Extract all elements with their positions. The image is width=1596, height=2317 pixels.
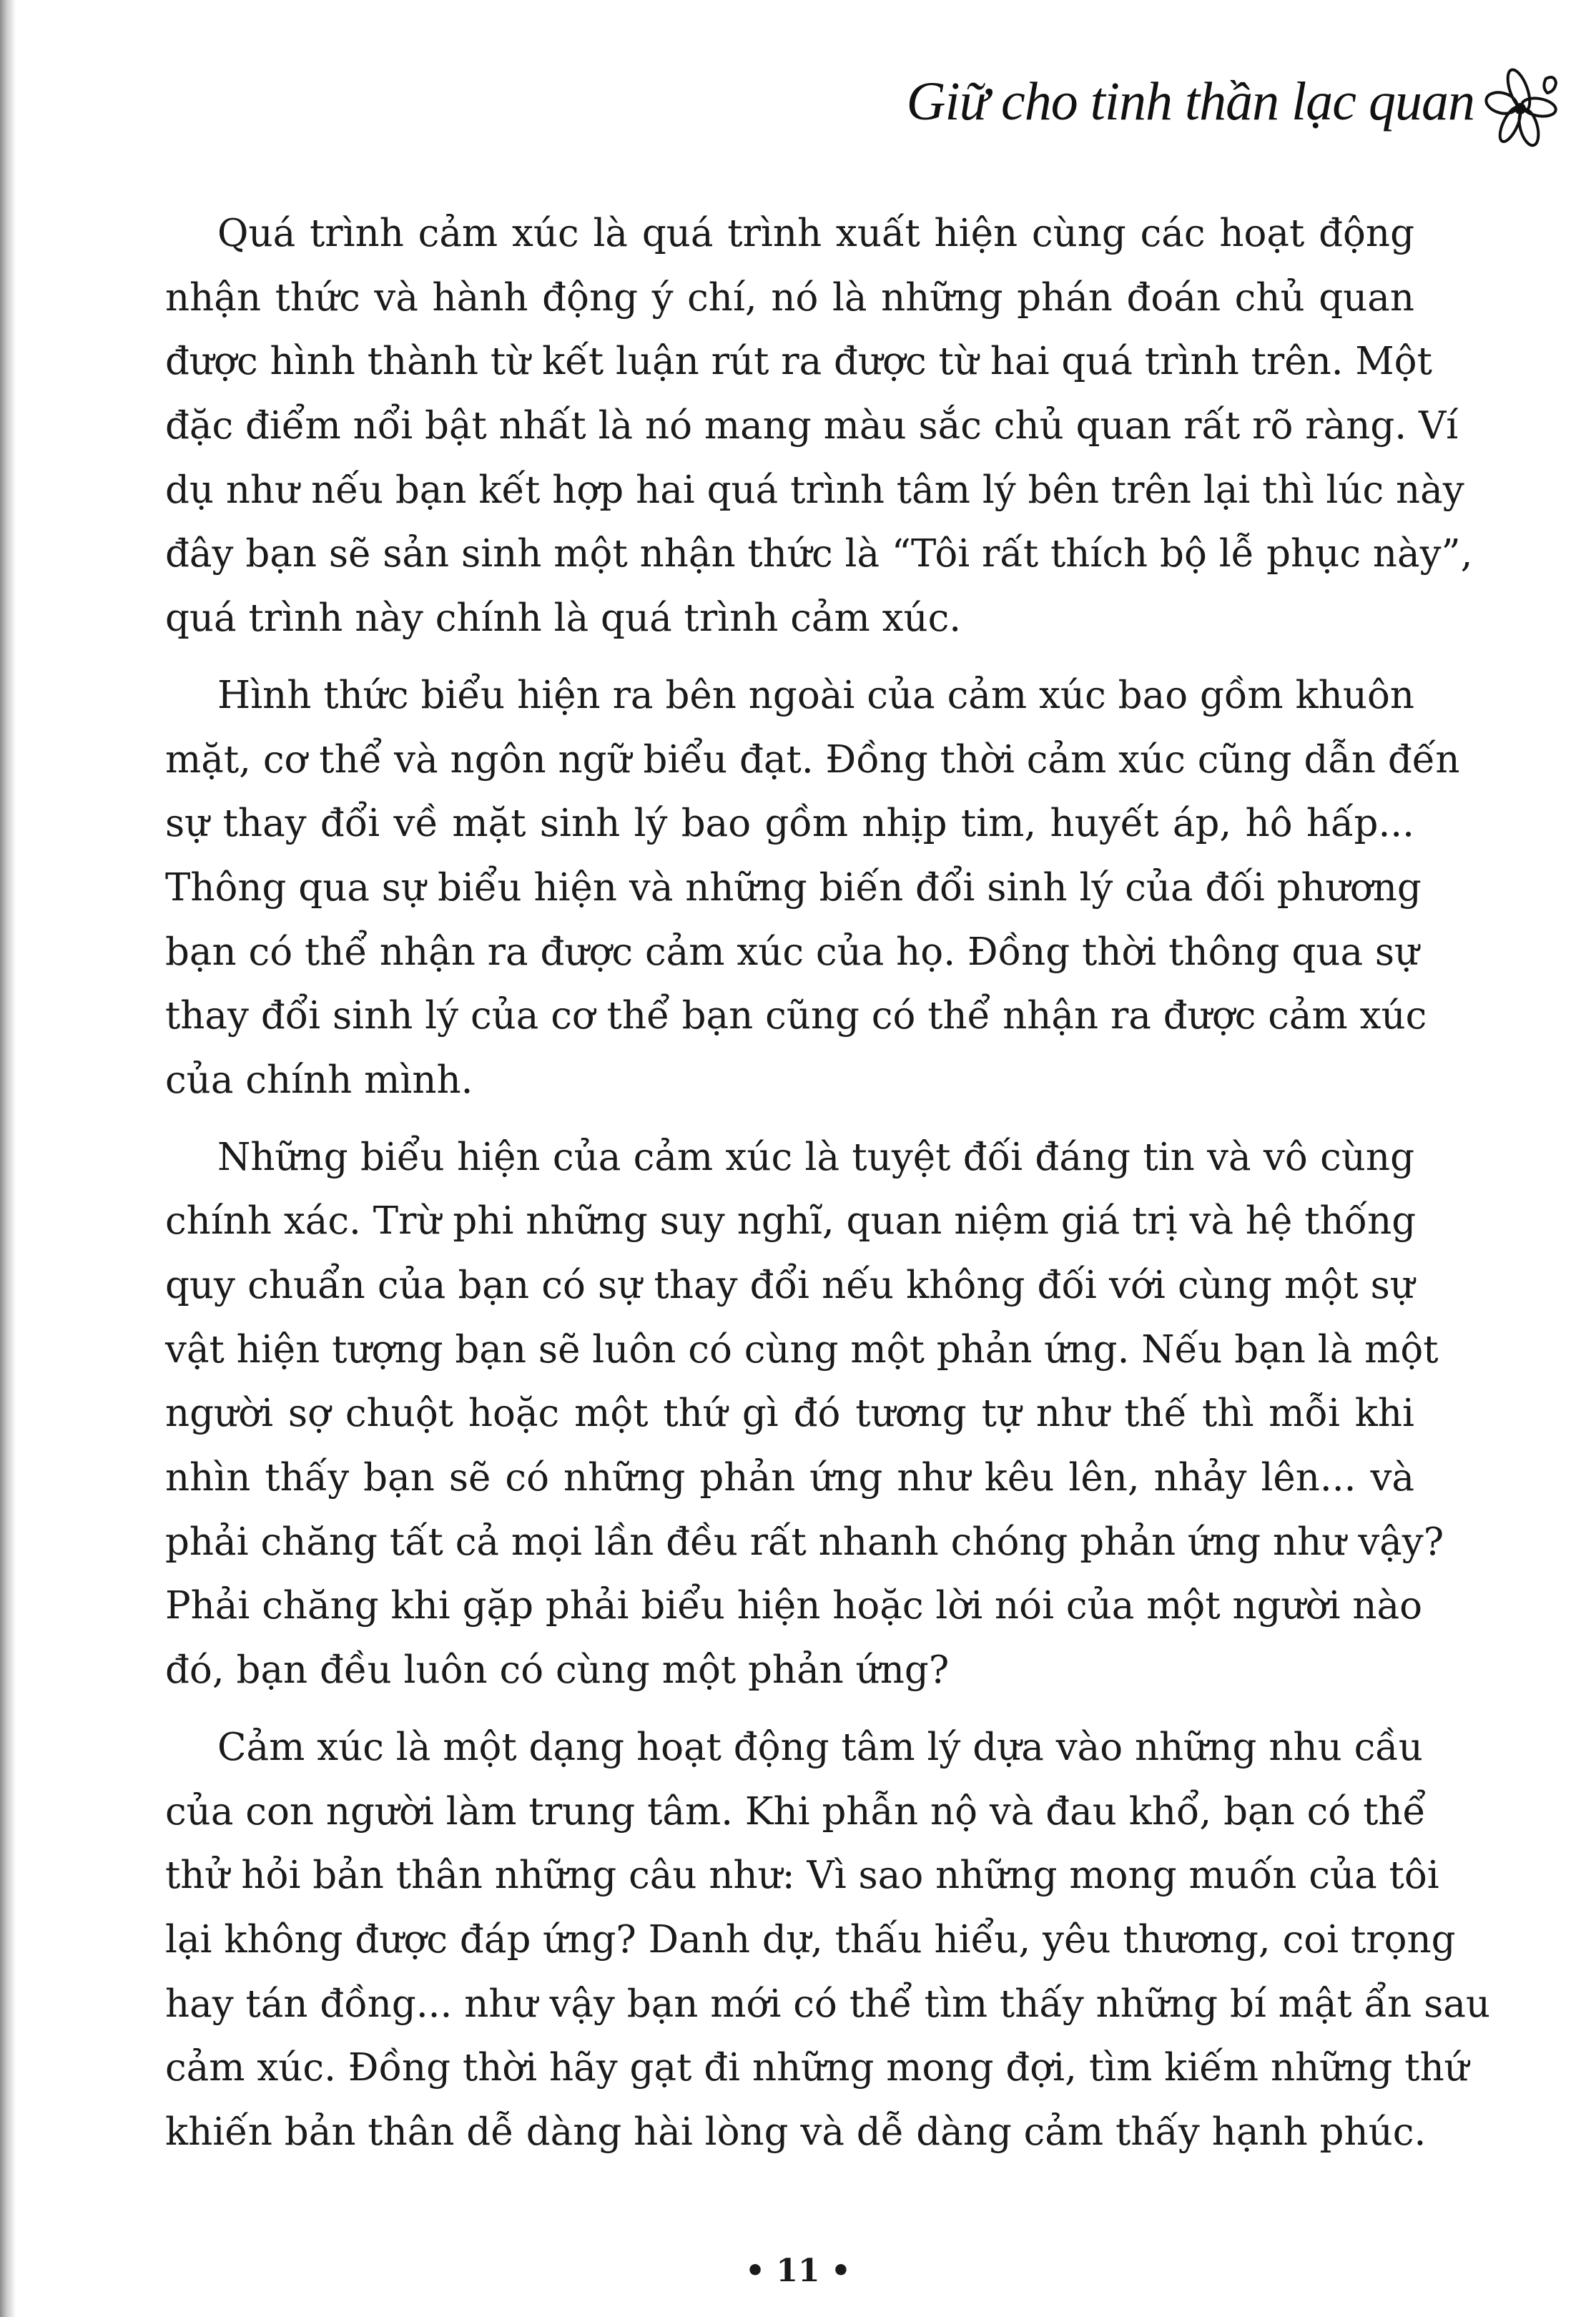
paragraph <box>165 202 1473 651</box>
text-line: thử hỏi bản thân những câu như: Vì sao những mong muốn của tôi <box>165 1854 1439 1898</box>
text-line: sự thay đổi về mặt sinh lý bao gồm nhịp tim, huyết áp, hô hấp... <box>165 802 1414 846</box>
text-line: hay tán đồng... như vậy bạn mới có thể tìm thấy những bí mật ẩn sau <box>165 1982 1491 2026</box>
paragraph <box>165 664 1460 1113</box>
text-line: mặt, cơ thể và ngôn ngữ biểu đạt. Đồng thời cảm xúc cũng dẫn đến <box>165 737 1460 782</box>
paragraph <box>165 1716 1491 2165</box>
body-text <box>165 202 1491 2178</box>
paragraph <box>165 1126 1444 1703</box>
text-line: đó, bạn đều luôn có cùng một phản ứng? <box>165 1648 950 1693</box>
text-line: thay đổi sinh lý của cơ thể bạn cũng có thể nhận ra được cảm xúc <box>165 994 1427 1038</box>
text-line: cảm xúc. Đồng thời hãy gạt đi những mong đợi, tìm kiếm những thứ <box>165 2046 1469 2090</box>
text-line: Quá trình cảm xúc là quá trình xuất hiện cùng các hoạt động <box>217 212 1414 255</box>
text-line: dụ như nếu bạn kết hợp hai quá trình tâm lý bên trên lại thì lúc này <box>165 468 1464 512</box>
text-line: chính xác. Trừ phi những suy nghĩ, quan niệm giá trị và hệ thống <box>165 1199 1417 1244</box>
text-line: của chính mình. <box>165 1058 473 1102</box>
text-line: bạn có thể nhận ra được cảm xúc của họ. Đồng thời thông qua sự <box>165 930 1419 974</box>
text-line: đặc điểm nổi bật nhất là nó mang màu sắc chủ quan rất rõ ràng. Ví <box>165 404 1459 448</box>
text-line: của con người làm trung tâm. Khi phẫn nộ và đau khổ, bạn có thể <box>165 1789 1427 1834</box>
text-line: nhận thức và hành động ý chí, nó là những phán đoán chủ quan <box>165 275 1414 320</box>
text-line: quá trình này chính là quá trình cảm xúc. <box>165 596 962 641</box>
text-line: phải chăng tất cả mọi lần đều rất nhanh chóng phản ứng như vậy? <box>165 1520 1444 1564</box>
text-line: Thông qua sự biểu hiện và những biến đổi sinh lý của đối phương <box>165 865 1422 910</box>
text-line: khiến bản thân dễ dàng hài lòng và dễ dàng cảm thấy hạnh phúc. <box>165 2110 1427 2154</box>
text-line: lại không được đáp ứng? Danh dự, thấu hiểu, yêu thương, coi trọng <box>165 1917 1456 1962</box>
flower-icon <box>1482 64 1567 150</box>
running-title: Giữ cho tinh thần lạc quan <box>906 71 1474 132</box>
text-line: Hình thức biểu hiện ra bên ngoài của cảm xúc bao gồm khuôn <box>217 673 1414 717</box>
text-line: Cảm xúc là một dạng hoạt động tâm lý dựa vào những nhu cầu <box>217 1725 1423 1769</box>
text-line: nhìn thấy bạn sẽ có những phản ứng như kêu lên, nhảy lên... và <box>165 1456 1414 1500</box>
page-number: • 11 • <box>744 2253 852 2289</box>
text-line: đây bạn sẽ sản sinh một nhận thức là “Tôi rất thích bộ lễ phục này”, <box>165 532 1473 576</box>
text-line: Phải chăng khi gặp phải biểu hiện hoặc lời nói của một người nào <box>165 1584 1423 1628</box>
running-header <box>907 59 1474 144</box>
text-line: vật hiện tượng bạn sẽ luôn có cùng một phản ứng. Nếu bạn là một <box>165 1327 1439 1372</box>
book-spine-shadow <box>0 0 16 2317</box>
text-line: Những biểu hiện của cảm xúc là tuyệt đối đáng tin và vô cùng <box>217 1135 1414 1179</box>
text-line: được hình thành từ kết luận rút ra được từ hai quá trình trên. Một <box>165 340 1432 384</box>
text-line: người sợ chuột hoặc một thứ gì đó tương tự như thế thì mỗi khi <box>165 1392 1414 1436</box>
text-line: quy chuẩn của bạn có sự thay đổi nếu không đối với cùng một sự <box>165 1264 1414 1307</box>
